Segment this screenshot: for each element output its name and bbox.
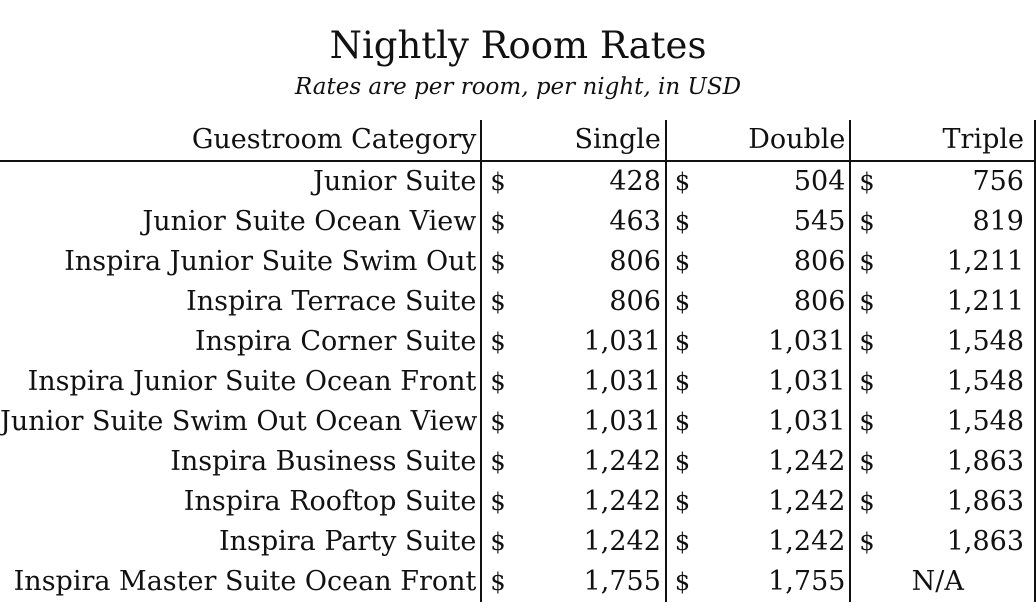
rate-single: 1,031 [521,322,665,362]
rate-double: 806 [706,242,850,282]
rate-triple: 1,863 [891,482,1035,522]
room-category: Inspira Master Suite Ocean Front [0,562,481,602]
currency-symbol: $ [490,368,506,396]
rate-triple: 819 [891,202,1035,242]
rate-double: 1,242 [706,522,850,562]
header-triple: Triple [850,120,1035,161]
rate-single: 428 [521,161,665,202]
currency-symbol: $ [674,368,691,396]
header-single: Single [481,120,666,161]
room-category: Inspira Junior Suite Swim Out [0,242,481,282]
currency-symbol: $ [674,488,691,516]
currency-symbol: $ [859,408,875,436]
currency-symbol: $ [674,448,691,476]
table-row [0,242,1035,282]
currency-symbol: $ [490,248,506,276]
room-category: Inspira Party Suite [0,522,481,562]
rate-triple: N/A [850,562,1035,602]
currency-symbol: $ [490,168,506,196]
currency-symbol: $ [490,568,506,596]
rates-table [0,120,1036,602]
currency-symbol: $ [490,328,506,356]
currency-symbol: $ [674,168,691,196]
rate-single: 806 [521,282,665,322]
table-row [0,522,1035,562]
rate-double: 545 [706,202,850,242]
table-body [0,161,1035,602]
currency-symbol: $ [674,208,691,236]
room-category: Inspira Junior Suite Ocean Front [0,362,481,402]
currency-symbol: $ [674,568,691,596]
rate-double: 1,242 [706,442,850,482]
currency-symbol: $ [674,248,691,276]
currency-symbol: $ [859,488,875,516]
table-row [0,442,1035,482]
header-row [0,120,1035,161]
rate-triple: 1,548 [891,322,1035,362]
room-category: Inspira Business Suite [0,442,481,482]
table-header [0,120,1035,161]
table-row [0,482,1035,522]
currency-symbol: $ [859,288,875,316]
currency-symbol: $ [674,288,691,316]
room-category: Inspira Terrace Suite [0,282,481,322]
currency-symbol: $ [674,528,691,556]
rate-single: 1,242 [521,442,665,482]
currency-symbol: $ [490,208,506,236]
currency-symbol: $ [859,328,875,356]
table-row [0,402,1035,442]
currency-symbol: $ [490,528,506,556]
rate-double: 1,242 [706,482,850,522]
rate-double: 504 [706,161,850,202]
rate-double: 1,031 [706,402,850,442]
rate-triple: 1,211 [891,282,1035,322]
rate-single: 1,755 [521,562,665,602]
header-double: Double [666,120,851,161]
rate-single: 806 [521,242,665,282]
room-category: Inspira Rooftop Suite [0,482,481,522]
currency-symbol: $ [859,448,875,476]
table-row [0,362,1035,402]
currency-symbol: $ [490,288,506,316]
room-category: Junior Suite Ocean View [0,202,481,242]
currency-symbol: $ [859,208,875,236]
currency-symbol: $ [859,368,875,396]
rate-triple: 1,548 [891,402,1035,442]
rate-triple: 1,863 [891,522,1035,562]
rate-single: 1,031 [521,362,665,402]
currency-symbol: $ [859,248,875,276]
rate-triple: 756 [891,161,1035,202]
rate-single: 1,242 [521,482,665,522]
rate-double: 1,031 [706,322,850,362]
header-category: Guestroom Category [0,120,481,161]
rate-double: 1,755 [706,562,850,602]
currency-symbol: $ [490,448,506,476]
rate-single: 1,031 [521,402,665,442]
page-subtitle: Rates are per room, per night, in USD [294,74,742,100]
currency-symbol: $ [859,528,875,556]
currency-symbol: $ [674,408,691,436]
currency-symbol: $ [490,408,506,436]
rate-triple: 1,211 [891,242,1035,282]
room-category: Junior Suite Swim Out Ocean View [0,402,481,442]
page-title: Nightly Room Rates [329,24,707,67]
rate-single: 1,242 [521,522,665,562]
currency-symbol: $ [674,328,691,356]
room-category: Inspira Corner Suite [0,322,481,362]
rate-double: 806 [706,282,850,322]
rate-triple: 1,548 [891,362,1035,402]
rate-single: 463 [521,202,665,242]
room-category: Junior Suite [0,161,481,202]
currency-symbol: $ [859,168,875,196]
rate-double: 1,031 [706,362,850,402]
table-row [0,322,1035,362]
table-row [0,282,1035,322]
rate-triple: 1,863 [891,442,1035,482]
currency-symbol: $ [490,488,506,516]
table-row [0,562,1035,602]
table-row [0,202,1035,242]
table-row [0,161,1035,202]
